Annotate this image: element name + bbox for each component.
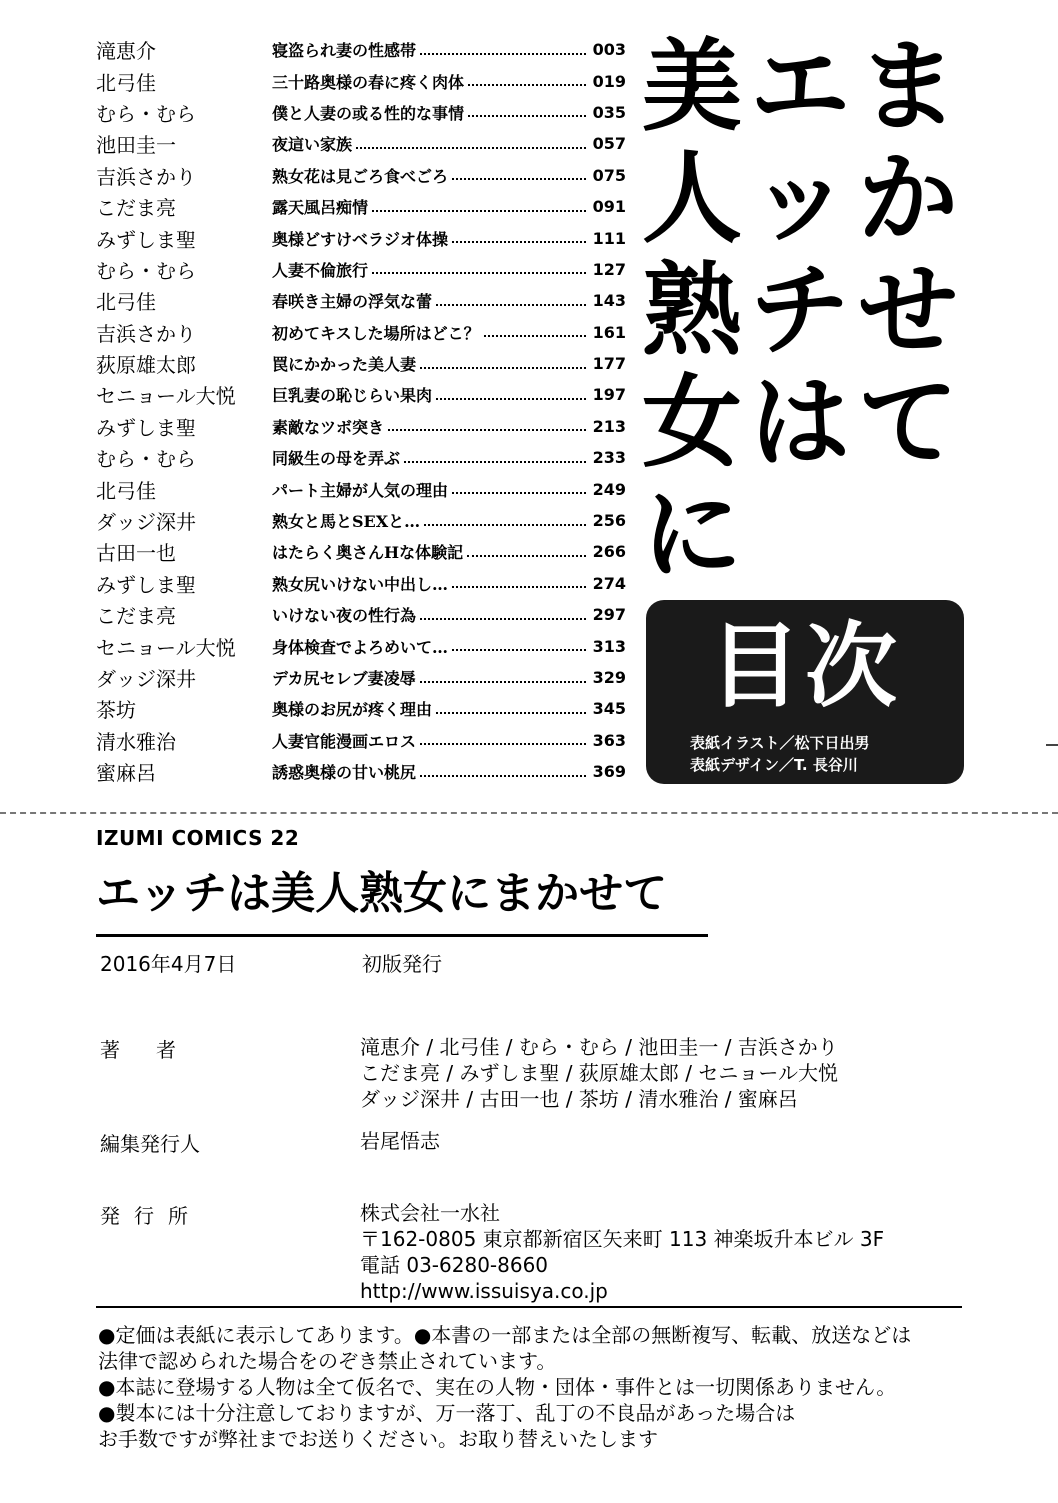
toc-leader-dots (436, 398, 586, 400)
toc-author: こだま亮 (96, 604, 176, 629)
toc-leader-dots (424, 524, 586, 526)
toc-title: 誘惑奥様の甘い桃尻 (272, 763, 417, 783)
toc-page-number: 057 (592, 134, 626, 154)
toc-entry (96, 505, 626, 536)
toc-story (272, 383, 626, 406)
vertical-title-char: て (858, 363, 958, 481)
toc-page-number: 297 (592, 605, 626, 625)
vertical-title-char: ま (858, 27, 958, 145)
vertical-book-title (640, 27, 970, 593)
toc-title: 巨乳妻の恥じらい果肉 (272, 386, 433, 406)
toc-author: 荻原雄太郎 (96, 353, 196, 378)
toc-author: 滝恵介 (96, 39, 156, 64)
toc-title: 人妻官能漫画エロス (272, 731, 417, 751)
publication-date: 2016年4月7日 (100, 952, 237, 976)
toc-entry (96, 97, 626, 128)
toc-title: 露天風呂痴情 (272, 198, 369, 218)
toc-page-number: 249 (592, 479, 626, 499)
toc-story (272, 132, 626, 155)
toc-title: 熟女と馬とSEXと… (272, 512, 421, 532)
toc-author: 茶坊 (96, 698, 136, 723)
toc-page-number: 266 (592, 542, 626, 562)
toc-entry (96, 285, 626, 316)
toc-author: 池田圭一 (96, 133, 176, 158)
editor-name: 岩尾悟志 (360, 1129, 440, 1153)
table-of-contents (96, 34, 626, 787)
toc-entry (96, 662, 626, 693)
toc-title: 初めてキスした場所はどこ？ (272, 323, 480, 343)
toc-leader-dots (420, 53, 586, 55)
series-label: IZUMI COMICS 22 (96, 826, 300, 850)
editor-label: 編集発行人 (100, 1132, 200, 1156)
authors-line: 滝恵介 / 北弓佳 / むら・むら / 池田圭一 / 吉浜さかり (360, 1035, 838, 1059)
toc-page-number: 363 (592, 730, 626, 750)
legal-notices (98, 1322, 911, 1452)
toc-entry (96, 379, 626, 410)
toc-author: 吉浜さかり (96, 321, 196, 346)
toc-author: 北弓佳 (96, 478, 156, 503)
vertical-title-char: 女 (642, 363, 742, 481)
toc-leader-dots (356, 147, 586, 149)
vertical-title-char: 熟 (642, 251, 742, 369)
toc-author: 蜜麻呂 (96, 761, 156, 786)
toc-story (272, 415, 626, 438)
toc-title: いけない夜の性行為 (272, 606, 417, 626)
vertical-title-char: チ (750, 251, 850, 369)
toc-entry (96, 34, 626, 65)
vertical-title-column-2 (748, 27, 852, 481)
edition-label: 初版発行 (362, 952, 442, 976)
toc-page-number: 369 (592, 762, 626, 782)
vertical-title-column-1 (856, 27, 960, 481)
publisher-info (360, 1200, 884, 1304)
toc-page-number: 035 (592, 102, 626, 122)
toc-entry (96, 473, 626, 504)
toc-leader-dots (420, 618, 586, 620)
toc-entry (96, 160, 626, 191)
toc-story (272, 635, 626, 658)
toc-title: はたらく奥さんHな体験記 (272, 543, 464, 563)
toc-entry (96, 254, 626, 285)
toc-title: 寝盗られ妻の性感帯 (272, 41, 417, 61)
publisher-name: 株式会社一水社 (360, 1201, 500, 1225)
toc-entry (96, 630, 626, 661)
toc-page-number: 161 (592, 322, 626, 342)
toc-leader-dots (404, 461, 586, 463)
toc-story (272, 289, 626, 312)
toc-entry (96, 222, 626, 253)
toc-title: パート主婦が人気の理由 (272, 480, 449, 500)
toc-story (272, 352, 626, 375)
contents-heading: 目次 (708, 612, 901, 720)
toc-story (272, 195, 626, 218)
toc-entry (96, 442, 626, 473)
authors-label: 著者 (100, 1038, 212, 1062)
toc-entry (96, 348, 626, 379)
publisher-label: 発行所 (100, 1204, 202, 1228)
publisher-address: 〒162-0805 東京都新宿区矢来町 113 神楽坂升本ビル 3F (360, 1227, 885, 1251)
toc-leader-dots (372, 272, 586, 274)
toc-entry (96, 536, 626, 567)
toc-leader-dots (420, 775, 586, 777)
toc-story (272, 760, 626, 783)
vertical-title-column-3 (640, 27, 744, 593)
toc-leader-dots (468, 84, 586, 86)
vertical-title-char: 美 (642, 27, 742, 145)
toc-author: むら・むら (96, 101, 196, 126)
toc-title: 罠にかかった美人妻 (272, 355, 417, 375)
toc-entry (96, 317, 626, 348)
vertical-title-char: は (750, 363, 850, 481)
toc-title: 熟女尻いけない中出し… (272, 574, 449, 594)
cut-line-divider (0, 812, 1058, 814)
toc-author: みずしま聖 (96, 572, 196, 597)
toc-leader-dots (467, 555, 586, 557)
toc-page-number: 345 (592, 699, 626, 719)
toc-leader-dots (436, 304, 586, 306)
vertical-title-char: か (858, 139, 958, 257)
toc-story (272, 729, 626, 752)
toc-story (272, 666, 626, 689)
toc-leader-dots (452, 241, 586, 243)
toc-entry (96, 599, 626, 630)
toc-author: むら・むら (96, 258, 196, 283)
toc-page-number: 177 (592, 354, 626, 374)
toc-page-number: 213 (592, 416, 626, 436)
toc-title: 奥様のお尻が疼く理由 (272, 700, 433, 720)
cover-illustration-credit: 表紙イラスト／松下日出男 (690, 734, 870, 752)
toc-page-number: 256 (592, 511, 626, 531)
toc-entry (96, 411, 626, 442)
toc-entry (96, 693, 626, 724)
toc-story (272, 509, 626, 532)
toc-story (272, 321, 626, 344)
toc-title: 春咲き主婦の浮気な蕾 (272, 292, 433, 312)
toc-leader-dots (452, 586, 586, 588)
toc-page-number: 127 (592, 259, 626, 279)
toc-page-number: 075 (592, 165, 626, 185)
vertical-title-char: エ (750, 27, 850, 145)
toc-title: 素敵なツボ突き (272, 417, 385, 437)
toc-story (272, 70, 626, 93)
toc-story (272, 572, 626, 595)
toc-entry (96, 568, 626, 599)
toc-story (272, 101, 626, 124)
trim-mark (1046, 744, 1058, 752)
publisher-url: http://www.issuisya.co.jp (360, 1279, 608, 1303)
toc-page-number: 313 (592, 636, 626, 656)
authors-line: こだま亮 / みずしま聖 / 荻原雄太郎 / セニョール大悦 (360, 1061, 838, 1085)
toc-leader-dots (388, 429, 586, 431)
toc-author: みずしま聖 (96, 227, 196, 252)
toc-leader-dots (420, 743, 586, 745)
toc-entry (96, 191, 626, 222)
toc-leader-dots (452, 649, 586, 651)
toc-leader-dots (436, 712, 586, 714)
toc-author: 古田一也 (96, 541, 176, 566)
publisher-phone: 電話 03-6280-8660 (360, 1253, 549, 1277)
notice-line: お手数ですが弊社までお送りください。お取り替えいたします (98, 1427, 658, 1451)
toc-story (272, 446, 626, 469)
toc-leader-dots (372, 210, 586, 212)
title-underline (96, 934, 708, 937)
toc-title: 夜這い家族 (272, 135, 353, 155)
toc-story (272, 697, 626, 720)
toc-page-number: 197 (592, 385, 626, 405)
toc-story (272, 227, 626, 250)
toc-story (272, 164, 626, 187)
toc-author: 吉浜さかり (96, 164, 196, 189)
vertical-title-char: に (642, 475, 742, 593)
toc-page-number: 091 (592, 197, 626, 217)
toc-author: ダッジ深井 (96, 510, 196, 535)
authors-list (360, 1034, 838, 1112)
toc-page-number: 111 (592, 228, 626, 248)
toc-leader-dots (420, 367, 586, 369)
toc-entry (96, 725, 626, 756)
vertical-title-char: ッ (750, 139, 850, 257)
notice-divider (96, 1306, 962, 1308)
colophon-book-title: エッチは美人熟女にまかせて (96, 868, 668, 919)
vertical-title-char: せ (858, 251, 958, 369)
toc-leader-dots (452, 178, 586, 180)
notice-line: 法律で認められた場合をのぞき禁止されています。 (98, 1349, 557, 1373)
toc-title: デカ尻セレブ妻凌辱 (272, 669, 416, 688)
toc-page-number: 233 (592, 448, 626, 468)
toc-title: 同級生の母を弄ぶ (272, 449, 401, 469)
notice-line: ●本誌に登場する人物は全て仮名で、実在の人物・団体・事件とは一切関係ありません。 (98, 1375, 897, 1399)
notice-line: ●製本には十分注意しておりますが、万一落丁、乱丁の不良品があった場合は (98, 1401, 796, 1425)
toc-title: 人妻不倫旅行 (272, 260, 369, 280)
toc-author: 北弓佳 (96, 70, 156, 95)
authors-line: ダッジ深井 / 古田一也 / 茶坊 / 清水雅治 / 蜜麻呂 (360, 1087, 798, 1111)
toc-title: 身体検査でよろめいて… (272, 637, 449, 657)
toc-author: ダッジ深井 (96, 667, 196, 691)
toc-entry (96, 128, 626, 159)
vertical-title-char: 人 (642, 139, 742, 257)
toc-page-number: 274 (592, 573, 626, 593)
toc-page-number: 019 (592, 71, 626, 91)
toc-author: 北弓佳 (96, 290, 156, 315)
toc-author: むら・むら (96, 447, 196, 472)
contents-heading-box (646, 600, 964, 784)
toc-title: 奥様どすけベラジオ体操 (272, 229, 449, 249)
toc-story (272, 258, 626, 281)
cover-design-credit: 表紙デザイン／T. 長谷川 (690, 756, 858, 774)
toc-leader-dots (452, 492, 586, 494)
notice-line: ●定価は表紙に表示してあります。●本書の一部または全部の無断複写、転載、放送などは (98, 1323, 912, 1347)
toc-page-number: 329 (592, 668, 626, 687)
toc-title: 熟女花は見ごろ食べごろ (272, 166, 449, 186)
toc-leader-dots (468, 115, 586, 117)
toc-author: セニョール大悦 (96, 635, 236, 660)
toc-entry (96, 65, 626, 96)
toc-leader-dots (420, 681, 586, 683)
toc-story (272, 38, 626, 61)
toc-author: みずしま聖 (96, 415, 196, 440)
toc-author: こだま亮 (96, 196, 176, 221)
toc-page-number: 003 (592, 40, 626, 60)
toc-entry (96, 756, 626, 787)
toc-author: セニョール大悦 (96, 384, 236, 409)
toc-story (272, 478, 626, 501)
toc-title: 僕と人妻の或る性的な事情 (272, 103, 465, 123)
toc-story (272, 540, 626, 563)
toc-title: 三十路奥様の春に疼く肉体 (272, 72, 465, 92)
toc-page-number: 143 (592, 291, 626, 311)
toc-author: 清水雅治 (96, 729, 176, 754)
toc-leader-dots (484, 335, 586, 337)
toc-story (272, 603, 626, 626)
